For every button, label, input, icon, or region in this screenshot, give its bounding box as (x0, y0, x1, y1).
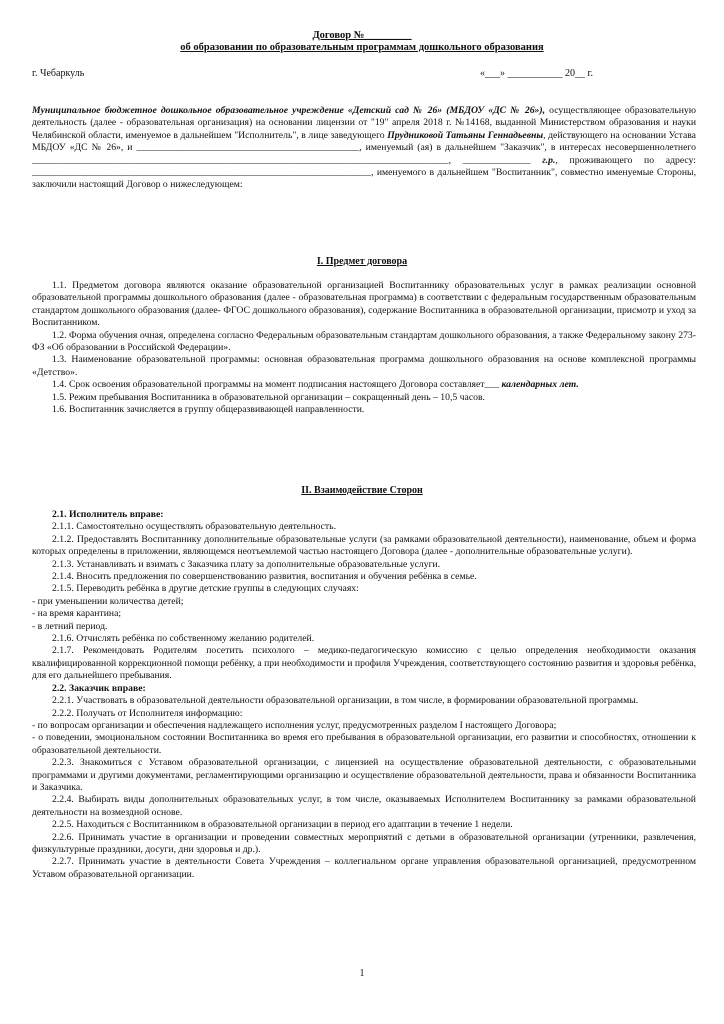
contract-title: Договор №_________ (312, 30, 412, 41)
list-item: - по вопросам организации и обеспечения надлежащего исполнения услуг, предусмотренных разделом I настоящего Договора; (32, 719, 557, 731)
clause-2-1-4: 2.1.4. Вносить предложения по совершенствованию развития, воспитания и обучения ребёнка в семье. (52, 571, 477, 583)
section-2-body (32, 509, 696, 881)
clause-1-3: 1.3. Наименование образовательной программы: основная образовательная программа дошкольного образования на основе комплексной программы «Детство». (32, 354, 696, 378)
clause-2-1-1: 2.1.1. Самостоятельно осуществлять образовательную деятельность. (52, 521, 337, 533)
intro-text-3: , проживающего по адресу: ______________________________________________________________________, именуемого в дальнейшем "Воспитанник", совместно именуемые Стороны, заключили настоящий Договор о нижеследующем: (32, 154, 696, 191)
clause-2-1-6: 2.1.6. Отчислять ребёнка по собственному желанию родителей. (52, 633, 315, 645)
clause-2-1-2: 2.1.2. Предоставлять Воспитаннику дополнительные образовательные услуги (за рамками образовательной деятельности), наименование, объем и форма которых определены в приложении, являющемся неотъемлемой частью настоящего Договора (далее - дополнительные образовательные услуги). (32, 533, 696, 558)
org-name: Муниципальное бюджетное дошкольное образовательное учреждение «Детский сад № 26» (МБДОУ «ДС № 26»), (32, 105, 546, 116)
clause-2-2-1: 2.2.1. Участвовать в образовательной деятельности образовательной организации, в том числе, в формировании образовательной программы. (52, 695, 639, 707)
page-number: 1 (359, 968, 365, 979)
clause-2-2-6: 2.2.6. Принимать участие в организации и проведении совместных мероприятий с детьми в образовательной организации (утренники, развлечения, физкультурные праздники, досуги, дни здоровья и др.). (32, 831, 696, 855)
clause-1-2: 1.2. Форма обучения очная, определена согласно Федеральным образовательным стандартам дошкольного образования, а также Федеральному закону 273-ФЗ «Об образовании в Российской Федерации». (32, 329, 696, 354)
clause-1-4-text: 1.4. Срок освоения образовательной программы на момент подписания настоящего Договора составляет___ (52, 379, 502, 391)
list-item: - при уменьшении количества детей; (32, 595, 184, 607)
clause-1-4-term: календарных лет. (501, 379, 579, 391)
clause-1-5: 1.5. Режим пребывания Воспитанника в образовательной организации – сокращенный день – 10,5 часов. (52, 391, 485, 403)
contract-date: «___» ___________ 20__ г. (480, 68, 593, 79)
clause-2-1-5: 2.1.5. Переводить ребёнка в другие детские группы в следующих случаях: (52, 583, 359, 595)
clause-2-1: 2.1. Исполнитель вправе: (52, 509, 164, 520)
clause-1-4 (32, 379, 696, 391)
clause-2-1-7: 2.1.7. Рекомендовать Родителям посетить психолого – медико-педагогическую комиссию с целью определения необходимости оказания квалифицированной коррекционной помощи ребёнку, а при необходимости и профиля Учреждения, соответствующего состоянию развития и здоровья ребёнка, для его дальнейшего пребывания. (32, 645, 696, 682)
intro-text-2: , действующего на основании Устава МБДОУ «ДС № 26», и ______________________________________________, именуемый (ая) в дальнейшем "Заказчик", в интересах несовершеннолетнего ______________________________________________________________________________________, ______________ (32, 129, 696, 166)
intro-paragraph (32, 105, 696, 192)
clause-2-2-2: 2.2.2. Получать от Исполнителя информацию: (52, 707, 243, 719)
clause-2-2-7: 2.2.7. Принимать участие в деятельности Совета Учреждения – коллегиальном органе управления образовательной организацией, предусмотренном Уставом образовательной организации. (32, 856, 696, 880)
section-1-body (32, 280, 696, 416)
clause-1-6: 1.6. Воспитанник зачисляется в группу общеразвивающей направленности. (52, 404, 365, 416)
section-2-heading: II. Взаимодействие Сторон (301, 485, 423, 496)
section-1-heading: I. Предмет договора (316, 256, 408, 267)
contract-subtitle: об образовании по образовательным программам дошкольного образования (180, 42, 544, 53)
clause-2-1-3: 2.1.3. Устанавливать и взимать с Заказчика плату за дополнительные образовательные услуги. (52, 558, 441, 570)
intro-text-1: осуществляющее образовательную деятельность (далее - образовательная организация) на основании лицензии от "19" апреля 2018 г. №14168, выданной Министерством образования и науки Челябинской области, именуемое в дальнейшем "Исполнитель", в лице заведующего (32, 105, 696, 141)
clause-2-2-5: 2.2.5. Находиться с Воспитанником в образовательной организации в период его адаптации в течение 1 недели. (52, 819, 513, 831)
birth-label: г.р. (542, 154, 556, 166)
head-name: Прудниковой Татьяны Геннадьевны (387, 129, 544, 141)
list-item: - о поведении, эмоциональном состоянии Воспитанника во время его пребывания в образовательной организации, его развитии и способностях, отношении к образовательной деятельности. (32, 732, 696, 756)
list-item: - на время карантина; (32, 608, 122, 620)
clause-2-2-3: 2.2.3. Знакомиться с Уставом образовательной организации, с лицензией на осуществление образовательной деятельности, с образовательными программами и другими документами, регламентирующими организацию и осуществление образовательной деятельности, права и обязанности Воспитанника и Заказчика. (32, 757, 696, 793)
clause-2-2: 2.2. Заказчик вправе: (52, 682, 146, 694)
clause-1-1: 1.1. Предметом договора являются оказание образовательной организацией Воспитаннику образовательных услуг в рамках реализации основной образовательной программы дошкольного образования (далее - образовательная программа) в соответствии с федеральным государственным образовательным стандартом дошкольного образования (далее- ФГОС дошкольного образования), содержание Воспитанника в образовательной организации, присмотр и уход за Воспитанником. (32, 280, 696, 329)
contract-city: г. Чебаркуль (32, 68, 85, 79)
list-item: - в летний период. (32, 620, 108, 632)
clause-2-2-4: 2.2.4. Выбирать виды дополнительных образовательных услуг, в том числе, оказываемых Исполнителем Воспитаннику за рамками образовательной деятельности на возмездной основе. (32, 794, 696, 818)
